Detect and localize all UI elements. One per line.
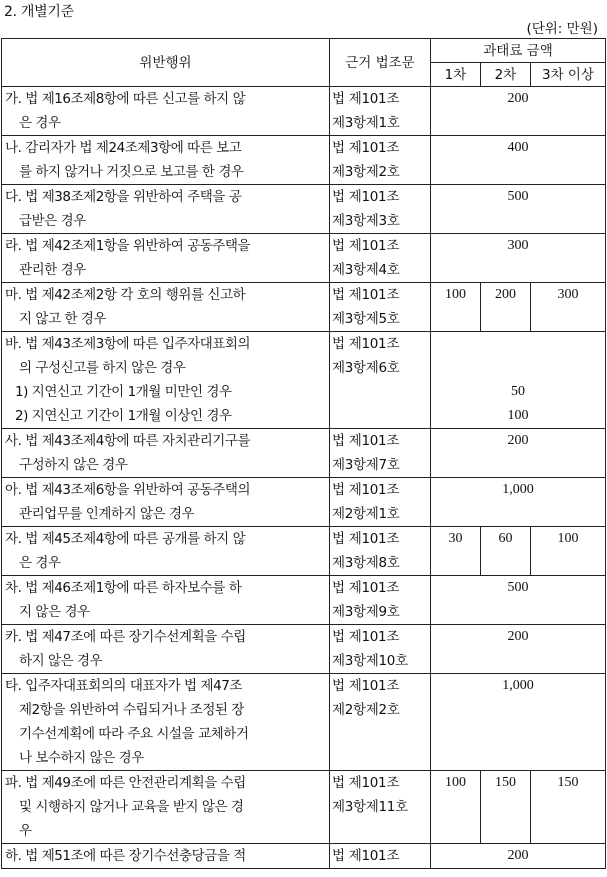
violation-cell	[2, 332, 330, 429]
fine-amount-cell: 200	[431, 87, 606, 136]
violation-text: 및 시행하지 않거나 교육을 받지 않은 경	[19, 799, 244, 815]
basis-text: 제3항제1호	[332, 115, 400, 131]
violation-text: 자. 법 제45조제4항에 따른 공개를 하지 않	[5, 531, 246, 547]
basis-cell	[330, 87, 431, 136]
violation-text: 바. 법 제43조제3항에 따른 입주자대표회의	[5, 336, 251, 352]
violation-cell	[2, 844, 330, 869]
violation-text: 라. 법 제42조제1항을 위반하여 공동주택을	[5, 238, 251, 254]
basis-text: 법 제101조	[332, 287, 400, 303]
basis-text: 법 제101조	[332, 531, 400, 547]
table-row	[2, 185, 606, 234]
violation-text: 카. 법 제47조에 따른 장기수선계획을 수립	[5, 629, 246, 645]
basis-text: 법 제101조	[332, 848, 400, 864]
header-basis: 근거 법조문	[330, 39, 431, 87]
header-second: 2차	[481, 63, 531, 87]
violation-text: 관리한 경우	[19, 262, 86, 278]
basis-text: 법 제101조	[332, 629, 400, 645]
basis-text: 제3항제3호	[332, 213, 400, 229]
violation-text: 를 하지 않거나 거짓으로 보고를 한 경우	[19, 164, 244, 180]
violation-text: 사. 법 제43조제4항에 따른 자치관리기구를	[5, 433, 251, 449]
basis-text: 제3항제2호	[332, 164, 400, 180]
violation-text: 가. 법 제16조제8항에 따른 신고를 하지 않	[5, 91, 246, 107]
violation-cell	[2, 576, 330, 625]
violation-cell	[2, 478, 330, 527]
table-row	[2, 674, 606, 771]
table-row	[2, 625, 606, 674]
violation-cell	[2, 136, 330, 185]
violation-cell	[2, 234, 330, 283]
basis-text: 제3항제8호	[332, 555, 400, 571]
violation-text: 하지 않은 경우	[19, 653, 103, 669]
violation-text: 마. 법 제42조제2항 각 호의 행위를 신고하	[5, 287, 246, 303]
basis-text: 제3항제4호	[332, 262, 400, 278]
violation-text: 은 경우	[19, 555, 61, 571]
basis-text: 법 제101조	[332, 580, 400, 596]
basis-cell	[330, 478, 431, 527]
fine-amount-cell: 100	[531, 527, 606, 576]
fine-amount-cell: 1,000	[431, 478, 606, 527]
unit-note: (단위: 만원)	[526, 21, 598, 37]
table-row	[2, 87, 606, 136]
basis-cell	[330, 283, 431, 332]
basis-cell	[330, 844, 431, 869]
table-row	[2, 283, 606, 332]
basis-text: 제3항제9호	[332, 604, 400, 620]
basis-cell	[330, 625, 431, 674]
basis-text: 법 제101조	[332, 238, 400, 254]
basis-text: 제3항제5호	[332, 311, 400, 327]
basis-text: 법 제101조	[332, 189, 400, 205]
fine-amount-text: 50	[511, 384, 525, 399]
basis-cell	[330, 332, 431, 429]
fine-amount-cell: 200	[431, 844, 606, 869]
table-row	[2, 527, 606, 576]
fine-table-body	[2, 87, 606, 869]
fine-amount-cell: 60	[481, 527, 531, 576]
violation-text: 차. 법 제46조제1항에 따른 하자보수를 하	[5, 580, 242, 596]
fine-amount-cell: 300	[531, 283, 606, 332]
basis-cell	[330, 429, 431, 478]
table-row	[2, 136, 606, 185]
violation-cell	[2, 674, 330, 771]
basis-cell	[330, 234, 431, 283]
basis-text: 제3항제7호	[332, 457, 400, 473]
basis-text: 제3항제11호	[332, 799, 408, 815]
violation-text: 지 않고 한 경우	[19, 311, 107, 327]
header-first: 1차	[431, 63, 481, 87]
violation-text: 은 경우	[19, 115, 61, 131]
violation-text: 급받은 경우	[19, 213, 86, 229]
table-row	[2, 771, 606, 844]
spacer	[431, 356, 605, 380]
fine-table	[1, 38, 606, 869]
basis-text: 제3항제6호	[332, 360, 400, 376]
basis-text: 법 제101조	[332, 678, 400, 694]
basis-text: 제2항제1호	[332, 506, 400, 522]
fine-amount-cell: 150	[531, 771, 606, 844]
fine-amount-cell: 200	[481, 283, 531, 332]
violation-cell	[2, 527, 330, 576]
basis-text: 제2항제2호	[332, 702, 400, 718]
violation-cell	[2, 185, 330, 234]
header-violation: 위반행위	[2, 39, 330, 87]
basis-cell	[330, 771, 431, 844]
violation-cell	[2, 625, 330, 674]
basis-text: 법 제101조	[332, 140, 400, 156]
violation-cell	[2, 283, 330, 332]
table-row	[2, 844, 606, 869]
basis-cell	[330, 185, 431, 234]
basis-cell	[330, 136, 431, 185]
table-row	[2, 332, 606, 429]
table-row	[2, 234, 606, 283]
violation-text: 제2항을 위반하여 수립되거나 조정된 장	[19, 702, 244, 718]
basis-text: 제3항제10호	[332, 653, 408, 669]
violation-text: 지 않은 경우	[19, 604, 90, 620]
table-row	[2, 576, 606, 625]
basis-text: 법 제101조	[332, 775, 400, 791]
fine-amount-cell: 400	[431, 136, 606, 185]
table-row	[2, 478, 606, 527]
fine-amount-text: 100	[507, 408, 529, 423]
fine-amount-cell: 1,000	[431, 674, 606, 771]
fine-amount-cell: 500	[431, 185, 606, 234]
fine-amount-cell: 200	[431, 429, 606, 478]
basis-cell	[330, 527, 431, 576]
violation-text: 다. 법 제38조제2항을 위반하여 주택을 공	[5, 189, 242, 205]
violation-text: 우	[19, 823, 32, 839]
violation-text: 파. 법 제49조에 따른 안전관리계획을 수립	[5, 775, 246, 791]
fine-amount-cell: 150	[481, 771, 531, 844]
table-row	[2, 429, 606, 478]
fine-amount-cell: 100	[431, 283, 481, 332]
fine-amount-cell: 100	[431, 771, 481, 844]
violation-text: 나. 감리자가 법 제24조제3항에 따른 보고	[5, 140, 242, 156]
violation-subitem: 2) 지연신고 기간이 1개월 이상인 경우	[15, 408, 232, 424]
violation-cell	[2, 429, 330, 478]
basis-text: 법 제101조	[332, 91, 400, 107]
violation-cell	[2, 87, 330, 136]
violation-cell	[2, 771, 330, 844]
violation-text: 의 구성신고를 하지 않은 경우	[19, 360, 186, 376]
violation-text: 아. 법 제43조제6항을 위반하여 공동주택의	[5, 482, 251, 498]
basis-text: 법 제101조	[332, 433, 400, 449]
basis-text: 법 제101조	[332, 336, 400, 352]
fine-amount-cell: 200	[431, 625, 606, 674]
basis-text: 법 제101조	[332, 482, 400, 498]
header-third-plus: 3차 이상	[531, 63, 606, 87]
violation-text: 나 보수하지 않은 경우	[19, 750, 144, 766]
violation-text: 기수선계획에 따라 주요 시설을 교체하거	[19, 726, 249, 742]
header-fine-amount: 과태료 금액	[431, 39, 606, 63]
violation-text: 관리업무를 인계하지 않은 경우	[19, 506, 195, 522]
violation-text: 타. 입주자대표회의의 대표자가 법 제47조	[5, 678, 242, 694]
violation-text: 구성하지 않은 경우	[19, 457, 128, 473]
violation-subitem: 1) 지연신고 기간이 1개월 미만인 경우	[15, 384, 232, 400]
fine-amount-cell: 300	[431, 234, 606, 283]
spacer	[431, 332, 605, 356]
section-title: 2. 개별기준	[4, 4, 74, 20]
fine-amount-cell: 30	[431, 527, 481, 576]
basis-cell	[330, 576, 431, 625]
fine-amount-cell	[431, 332, 606, 429]
basis-cell	[330, 674, 431, 771]
fine-amount-cell: 500	[431, 576, 606, 625]
violation-text: 하. 법 제51조에 따른 장기수선충당금을 적	[5, 848, 246, 864]
